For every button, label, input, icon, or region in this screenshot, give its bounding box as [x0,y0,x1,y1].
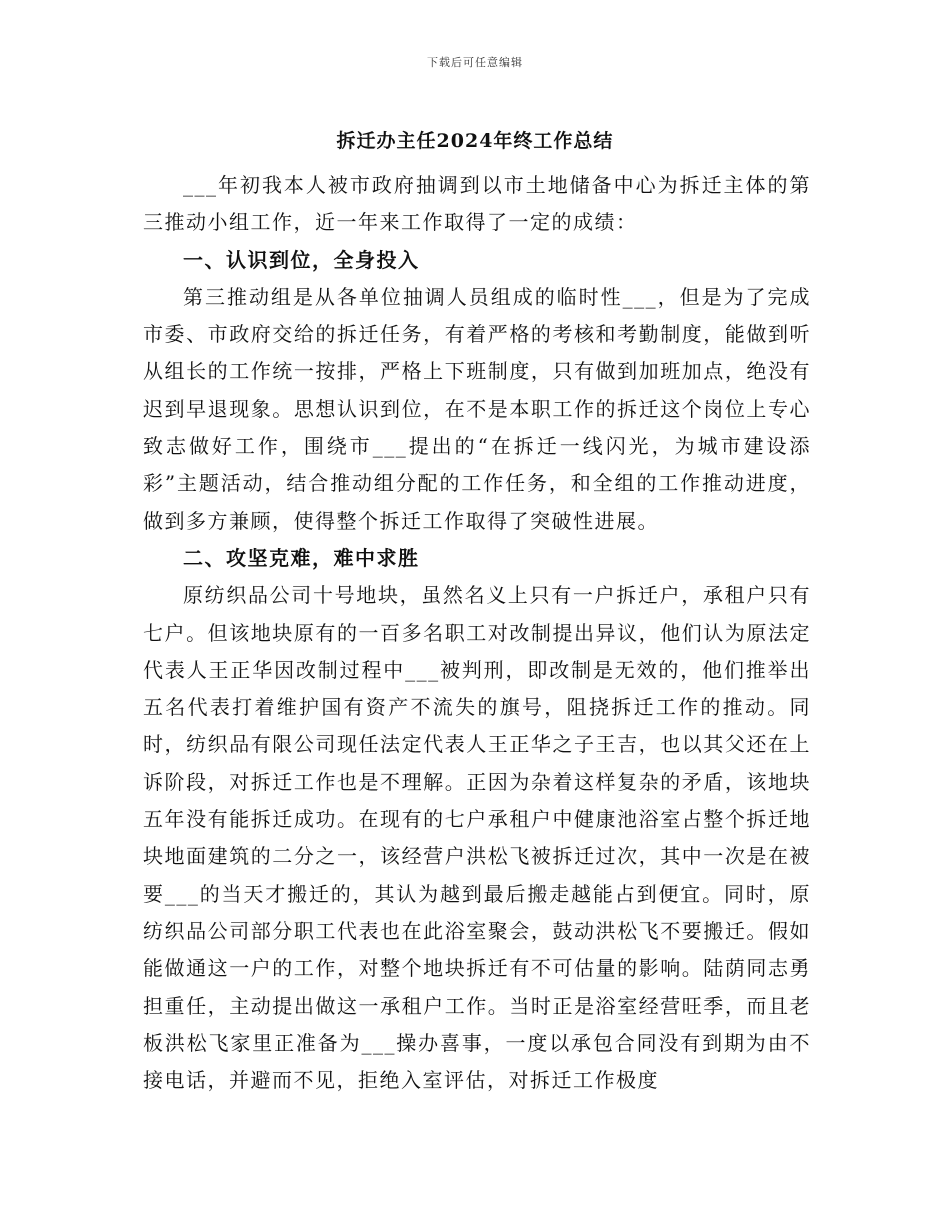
section-heading-1: 一、认识到位，全身投入 [183,247,420,272]
intro-paragraph: ___年初我本人被市政府抽调到以市土地储备中心为拆迁主体的第三推动小组工作，近一年来工作取得了一定的成绩： [143,173,811,235]
section-heading-2: 二、攻坚克难，难中求胜 [183,545,420,570]
document-title: 拆迁办主任2024年终工作总结 [336,130,614,152]
section-paragraph-1: 第三推动组是从各单位抽调人员组成的临时性___，但是为了完成市委、市政府交给的拆迁任务，有着严格的考核和考勤制度，能做到听从组长的工作统一按排，严格上下班制度，只有做到加班加点，绝没有迟到早退现象。思想认识到位，在不是本职工作的拆迁这个岗位上专心致志做好工作，围绕市___提出的“在拆迁一线闪光，为城市建设添彩”主题活动，结合推动组分配的工作任务，和全组的工作推动进度，做到多方兼顾，使得整个拆迁工作取得了突破性进展。 [143,284,811,533]
document-body [143,167,811,1099]
page-header: 下载后可任意编辑 [427,56,523,69]
section-paragraph-2: 原纺织品公司十号地块，虽然名义上只有一户拆迁户，承租户只有七户。但该地块原有的一百多名职工对改制提出异议，他们认为原法定代表人王正华因改制过程中___被判刑，即改制是无效的，他们推举出五名代表打着维护国有资产不流失的旗号，阻挠拆迁工作的推动。同时，纺织品有限公司现任法定代表人王正华之子王吉，也以其父还在上诉阶段，对拆迁工作也是不理解。正因为杂着这样复杂的矛盾，该地块五年没有能拆迁成功。在现有的七户承租户中健康池浴室占整个拆迁地块地面建筑的二分之一，该经营户洪松飞被拆迁过次，其中一次是在被要___的当天才搬迁的，其认为越到最后搬走越能占到便宜。同时，原纺织品公司部分职工代表也在此浴室聚会，鼓动洪松飞不要搬迁。假如能做通这一户的工作，对整个地块拆迁有不可估量的影响。陆荫同志勇担重任，主动提出做这一承租户工作。当时正是浴室经营旺季，而且老板洪松飞家里正准备为___操办喜事，一度以承包合同没有到期为由不接电话，并避而不见，拒绝入室评估，对拆迁工作极度 [143,583,811,1093]
